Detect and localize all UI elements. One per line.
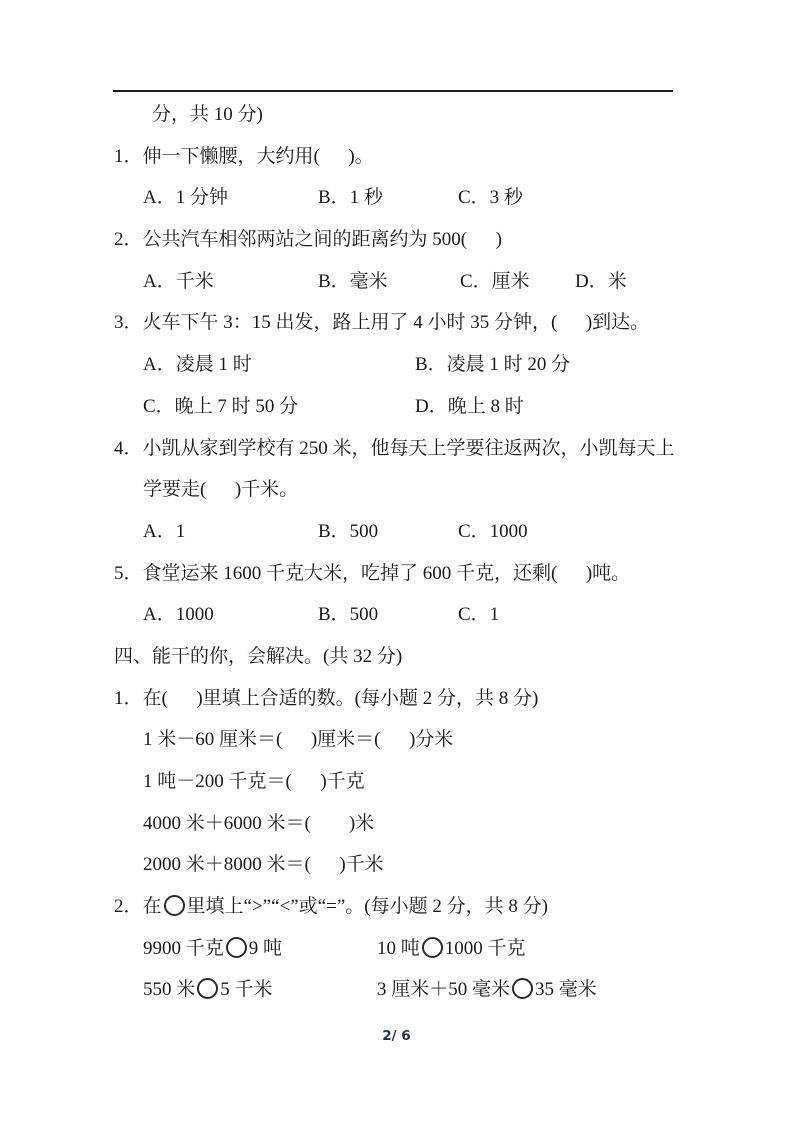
right-operand: 9 吨 <box>248 937 283 959</box>
option-c: C．1 <box>458 604 500 626</box>
option-c: C．1000 <box>458 520 528 542</box>
compare-circle-icon <box>226 937 247 958</box>
fill-blank-line-1: 1 米－60 厘米＝( )厘米＝( )分米 <box>143 729 454 751</box>
section-4-title: 四、能干的你，会解决。(共 32 分) <box>114 645 403 667</box>
stem-text-after-circle: 里填上“>”“<”或“=”。(每小题 2 分，共 8 分) <box>186 896 548 918</box>
left-operand: 550 米 <box>143 979 196 1001</box>
section-4-question-1-stem: 1．在( )里填上合适的数。(每小题 2 分，共 8 分) <box>114 687 539 709</box>
left-operand: 9900 千克 <box>143 937 224 959</box>
question-3-options-row-2 <box>0 386 793 428</box>
section-score-tail: 分，共 10 分) <box>152 104 263 125</box>
left-operand: 3 厘米＋50 毫米 <box>377 979 511 1001</box>
comparison-item <box>143 928 377 970</box>
question-2-stem: 2．公共汽车相邻两站之间的距离约为 500( ) <box>114 229 502 251</box>
fill-blank-line-4: 2000 米＋8000 米＝( )千米 <box>143 854 384 876</box>
comparison-row-1 <box>0 928 793 970</box>
comparison-row-2 <box>0 969 793 1011</box>
option-a: A．1000 <box>143 604 214 626</box>
stem-text-before-circle: 2．在 <box>114 896 162 918</box>
compare-circle-icon <box>422 937 443 958</box>
question-4-stem-line-1: 4．小凯从家到学校有 250 米，他每天上学要往返两次，小凯每天上 <box>114 437 675 459</box>
option-c: C．厘米 <box>460 270 530 292</box>
fill-blank-line-3: 4000 米＋6000 米＝( )米 <box>143 812 375 834</box>
comparison-item <box>377 969 597 1011</box>
header-divider-line <box>113 90 673 92</box>
question-3-options-row-1 <box>0 344 793 386</box>
option-b: B．毫米 <box>318 270 388 292</box>
right-operand: 1000 千克 <box>444 937 526 959</box>
option-b: B．500 <box>318 520 379 542</box>
option-b: B．1 秒 <box>318 187 383 209</box>
section-4-question-2-stem <box>0 886 793 928</box>
option-d: D．米 <box>575 270 627 292</box>
option-d: D．晚上 8 时 <box>415 395 524 417</box>
compare-circle-icon <box>197 978 218 999</box>
option-b: B．凌晨 1 时 20 分 <box>415 354 571 376</box>
question-5-options <box>0 594 793 636</box>
page-number: 2/ 6 <box>382 1028 411 1045</box>
option-c: C．3 秒 <box>458 187 523 209</box>
option-a: A．1 分钟 <box>143 187 228 209</box>
comparison-item <box>143 969 377 1011</box>
option-a: A．凌晨 1 时 <box>143 354 252 376</box>
option-b: B．500 <box>318 604 379 626</box>
question-5-stem: 5．食堂运来 1600 千克大米，吃掉了 600 千克，还剩( )吨。 <box>114 562 631 584</box>
option-a: A．千米 <box>143 270 214 292</box>
fill-blank-line-2: 1 吨－200 千克＝( )千克 <box>143 771 365 792</box>
compare-circle-icon <box>512 978 533 999</box>
left-operand: 10 吨 <box>377 937 420 959</box>
right-operand: 5 千米 <box>220 979 273 1001</box>
question-1-options <box>0 177 793 219</box>
option-c: C．晚上 7 时 50 分 <box>143 395 299 417</box>
question-3-stem: 3．火车下午 3：15 出发，路上用了 4 小时 35 分钟，( )到达。 <box>114 312 650 334</box>
comparison-item <box>377 928 526 970</box>
question-2-options <box>0 261 793 303</box>
page-content <box>0 94 793 1051</box>
compare-circle-icon <box>164 895 185 916</box>
right-operand: 35 毫米 <box>535 979 597 1001</box>
question-1-stem: 1．伸一下懒腰，大约用( )。 <box>114 145 374 167</box>
option-a: A．1 <box>143 520 186 542</box>
question-4-options <box>0 511 793 553</box>
question-4-stem-line-2: 学要走( )千米。 <box>143 479 299 501</box>
